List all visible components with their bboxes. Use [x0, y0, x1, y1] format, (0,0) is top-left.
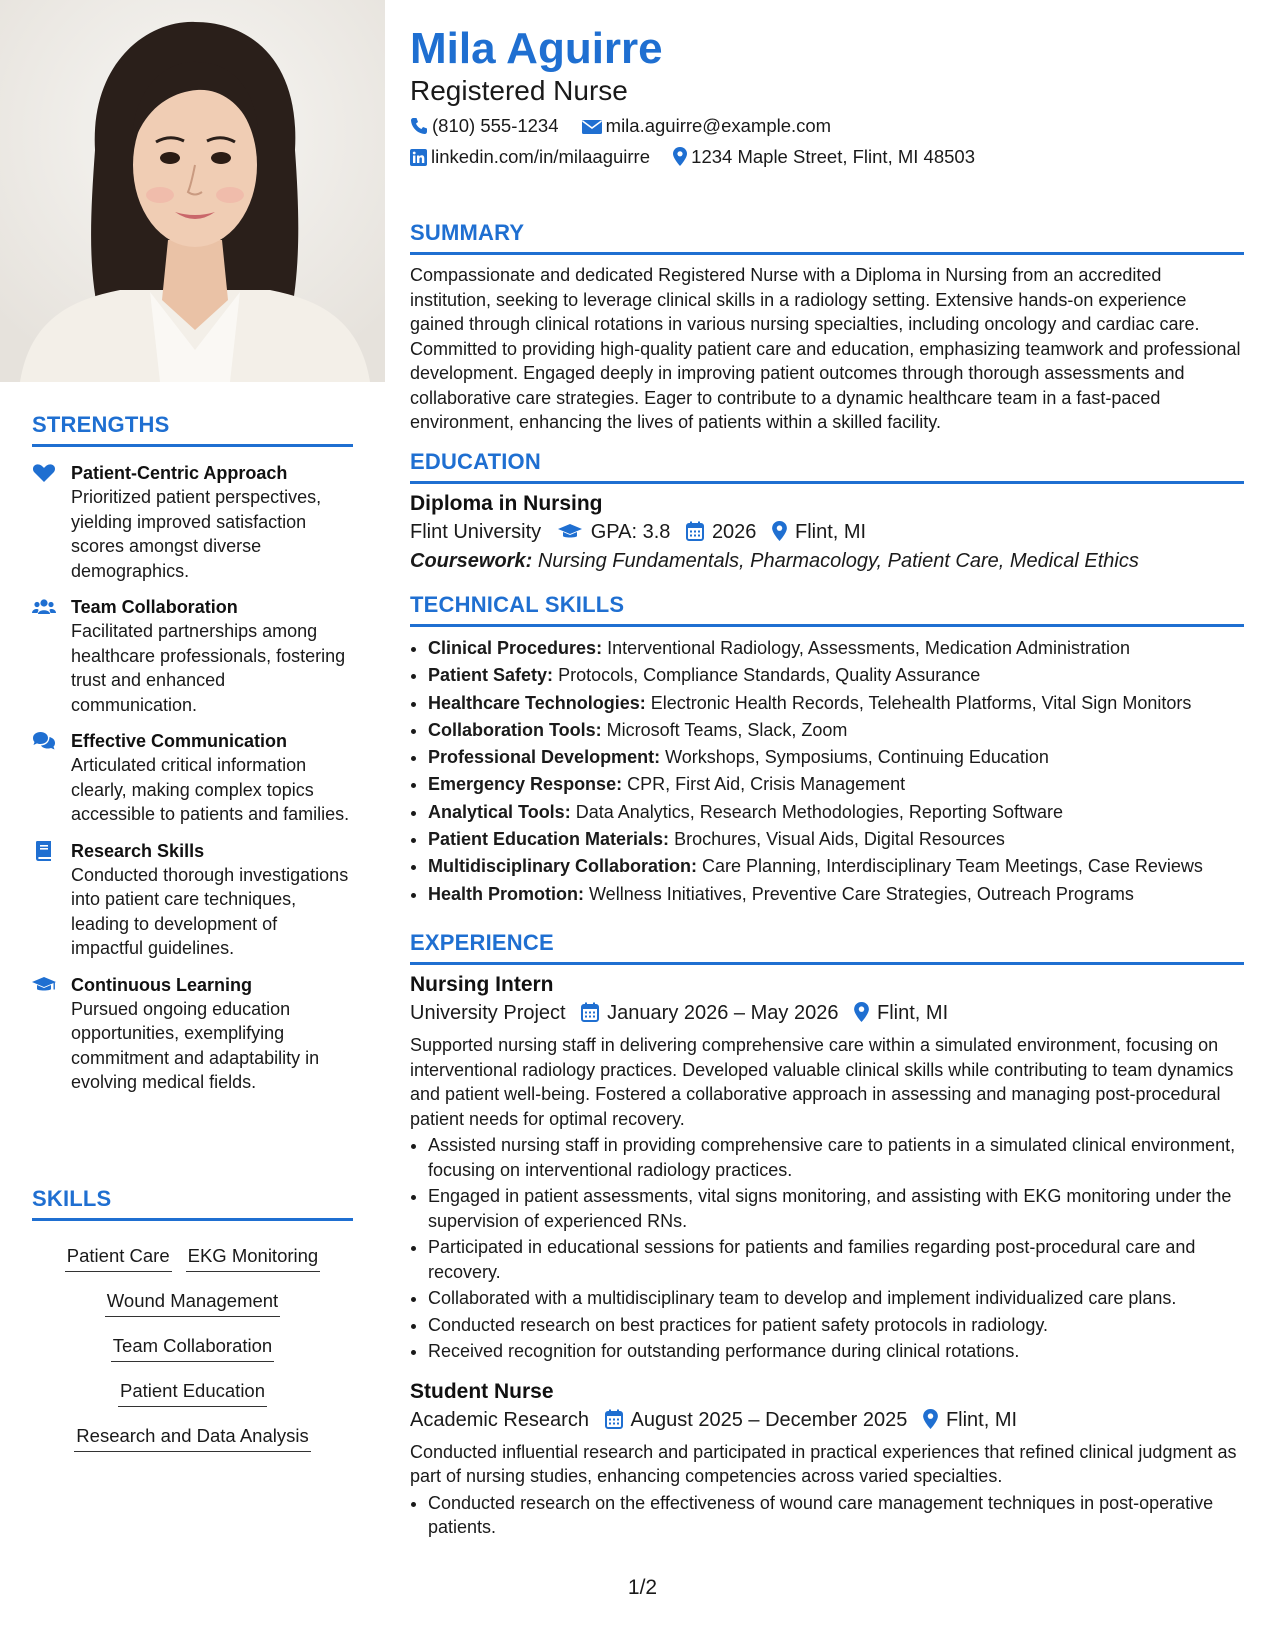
degree-title: Diploma in Nursing [410, 492, 603, 515]
strength-title: Effective Communication [71, 731, 288, 751]
job-dates: August 2025 – December 2025 [630, 1408, 908, 1431]
skill-label: Patient Safety: [428, 665, 554, 686]
contact-row-2 [410, 145, 993, 169]
calendar-icon [581, 1002, 599, 1022]
experience-entry [410, 971, 1244, 1364]
map-pin-icon [923, 1409, 938, 1429]
page-number: 1/2 [627, 1576, 658, 1599]
summary-heading: SUMMARY [410, 220, 1244, 255]
job-org: Academic Research [410, 1408, 589, 1431]
education-meta [410, 518, 1244, 546]
phone-icon [410, 117, 428, 135]
strength-desc: Conducted thorough investigations into patient care techniques, leading to development of impactful guidelines. [71, 864, 349, 958]
list-item [428, 853, 1244, 880]
strength-desc: Pursued ongoing education opportunities, exemplifying commitment and adaptability in evolving medical fields. [71, 998, 320, 1092]
skill-label: Professional Development: [428, 747, 661, 768]
skill-label: Healthcare Technologies: [428, 692, 646, 713]
map-pin-icon [673, 147, 687, 166]
skill-value: Wellness Initiatives, Preventive Care Strategies, Outreach Programs [589, 883, 1134, 904]
contact-row-1 [410, 114, 849, 138]
strength-title: Team Collaboration [71, 597, 238, 617]
graduation-cap-icon [557, 521, 583, 541]
linkedin-contact[interactable] [410, 146, 655, 167]
job-dates: January 2026 – May 2026 [607, 1002, 839, 1024]
skill-value: Electronic Health Records, Telehealth Platforms, Vital Sign Monitors [650, 692, 1192, 713]
strength-item [32, 595, 353, 717]
skill-label: Collaboration Tools: [428, 719, 602, 740]
candidate-name: Mila Aguirre [410, 24, 663, 73]
strengths-section [32, 412, 353, 1095]
gpa: GPA: 3.8 [590, 521, 671, 543]
skill-tag: Research and Data Analysis [74, 1424, 310, 1452]
strength-item [32, 973, 353, 1095]
graduation-year: 2026 [711, 521, 757, 543]
list-item: • Engaged in patient assessments, vital signs monitoring, and assisting with EKG monitoring under the supervision of experienced RNs. [428, 1184, 1244, 1233]
skill-value: Interventional Radiology, Assessments, Medication Administration [607, 638, 1131, 658]
envelope-icon [582, 119, 602, 135]
list-item: • Collaborated with a multidisciplinary team to develop and implement individualized care plans. [428, 1286, 1244, 1311]
strength-title: Continuous Learning [71, 974, 252, 995]
summary-section [410, 220, 1244, 435]
technical-skills-heading: TECHNICAL SKILLS [410, 592, 1244, 627]
list-item [428, 690, 1244, 717]
phone-text: (810) 555-1234 [432, 115, 559, 136]
skill-label: Patient Education Materials: [428, 829, 670, 850]
skill-tag: Team Collaboration [111, 1334, 274, 1362]
strength-item [32, 461, 353, 583]
job-description: Conducted influential research and participated in practical experiences that refined clinical judgment as part of nursing studies, enhancing competencies across varied specialties. [410, 1441, 1237, 1486]
users-icon [32, 597, 56, 617]
list-item [428, 744, 1244, 771]
profile-photo [0, 0, 385, 382]
job-meta [410, 999, 1244, 1027]
skill-tag: Patient Care [65, 1244, 172, 1272]
list-item: • Conducted research on best practices for patient safety protocols in radiology. [428, 1313, 1244, 1338]
list-item [428, 717, 1244, 744]
education-heading: EDUCATION [410, 449, 1244, 484]
skill-value: Microsoft Teams, Slack, Zoom [606, 719, 848, 740]
skills-heading: SKILLS [32, 1186, 353, 1221]
list-item [428, 799, 1244, 826]
school-name: Flint University [410, 521, 542, 543]
map-pin-icon [772, 521, 787, 541]
technical-skills-section [410, 592, 1244, 908]
job-title: Nursing Intern [410, 973, 554, 996]
job-location: Flint, MI [877, 1002, 949, 1024]
experience-entry [410, 1378, 1244, 1540]
left-column [0, 0, 385, 1650]
education-location: Flint, MI [795, 521, 867, 543]
list-item [428, 635, 1244, 662]
skill-value: Data Analytics, Research Methodologies, Reporting Software [575, 801, 1063, 822]
job-location: Flint, MI [945, 1408, 1018, 1431]
summary-text: Compassionate and dedicated Registered Nurse with a Diploma in Nursing from an accredited institution, seeking to leverage clinical skills in a radiology setting. Extensive hands-on experience gained through clinical rotations in various nursing specialties, including oncology and cardiac care. Committed to providing high-quality patient care and education, emphasizing teamwork and professional development. Engaged deeply in improving patient outcomes through thorough assessments and collaborative care strategies. Eager to contribute to a dynamic healthcare team in a fast-paced environment, enhancing the lives of patients within a skilled facility. [410, 265, 1241, 432]
skill-tag: Patient Education [118, 1379, 267, 1407]
phone-contact[interactable] [410, 115, 564, 136]
job-title: Student Nurse [410, 1379, 554, 1403]
linkedin-icon [410, 149, 427, 166]
skill-value: Protocols, Compliance Standards, Quality Assurance [558, 665, 981, 686]
graduation-cap-icon [32, 975, 56, 995]
list-item: • Received recognition for outstanding performance during clinical rotations. [428, 1339, 1244, 1364]
skill-label: Health Promotion: [428, 883, 584, 904]
skill-value: Workshops, Symposiums, Continuing Education [665, 747, 1049, 768]
experience-heading: EXPERIENCE [410, 930, 1244, 965]
email-text: mila.aguirre@example.com [605, 115, 832, 136]
education-section [410, 449, 1244, 576]
address-text: 1234 Maple Street, Flint, MI 48503 [691, 146, 975, 167]
heart-icon [32, 463, 56, 483]
job-org: University Project [410, 1002, 566, 1024]
skill-value: Care Planning, Interdisciplinary Team Meetings, Case Reviews [702, 856, 1203, 877]
strength-title: Patient-Centric Approach [71, 463, 288, 483]
job-description: Supported nursing staff in delivering comprehensive care within a simulated environment, focusing on interventional radiology practices. Developed valuable clinical skills while contributing to team dynamics and patient well-being. Fostered a collaborative approach in assessing and managing post-procedural patient needs for optimal recovery. [410, 1035, 1234, 1129]
job-bullets [410, 1491, 1244, 1540]
list-item: • Conducted research on the effectiveness of wound care management techniques in post-operative patients. [428, 1491, 1244, 1540]
technical-skills-list [410, 635, 1244, 908]
map-pin-icon [854, 1002, 869, 1022]
strength-item [32, 839, 353, 961]
address-contact [673, 146, 975, 167]
list-item: • Participated in educational sessions for patients and families regarding post-procedural care and recovery. [428, 1235, 1244, 1284]
job-bullets [410, 1133, 1244, 1364]
email-contact[interactable] [582, 115, 831, 136]
coursework-label: Coursework: [410, 550, 533, 572]
skill-value: Brochures, Visual Aids, Digital Resources [674, 829, 1005, 850]
comments-icon [32, 731, 56, 751]
list-item [428, 881, 1244, 908]
skill-tag: Wound Management [105, 1289, 280, 1317]
calendar-icon [605, 1409, 623, 1429]
skill-label: Analytical Tools: [428, 801, 571, 822]
strength-desc: Articulated critical information clearly, making complex topics accessible to patients and families. [71, 755, 350, 824]
linkedin-text: linkedin.com/in/milaaguirre [431, 146, 651, 167]
skill-tag: EKG Monitoring [186, 1244, 321, 1272]
skill-tags [32, 1235, 353, 1460]
strength-title: Research Skills [71, 840, 205, 861]
skill-label: Multidisciplinary Collaboration: [428, 856, 698, 877]
book-icon [32, 841, 56, 861]
skill-label: Emergency Response: [428, 774, 623, 795]
job-meta [410, 1406, 1244, 1434]
list-item: • Assisted nursing staff in providing comprehensive care to patients in a simulated clinical environment, focusing on interventional radiology practices. [428, 1133, 1244, 1182]
list-item [428, 771, 1244, 798]
strengths-heading: STRENGTHS [32, 412, 353, 447]
coursework [410, 546, 1244, 576]
skills-section [32, 1186, 353, 1460]
skill-label: Clinical Procedures: [428, 638, 603, 658]
strength-desc: Prioritized patient perspectives, yielding improved satisfaction scores amongst diverse demographics. [71, 487, 322, 581]
experience-section [410, 930, 1244, 1542]
candidate-title: Registered Nurse [410, 75, 628, 106]
strength-item [32, 729, 353, 827]
strength-desc: Facilitated partnerships among healthcare professionals, fostering trust and enhanced communication. [71, 621, 346, 715]
skill-value: CPR, First Aid, Crisis Management [627, 774, 906, 795]
calendar-icon [686, 521, 704, 541]
coursework-list: Nursing Fundamentals, Pharmacology, Patient Care, Medical Ethics [537, 550, 1139, 572]
list-item [428, 662, 1244, 689]
list-item [428, 826, 1244, 853]
